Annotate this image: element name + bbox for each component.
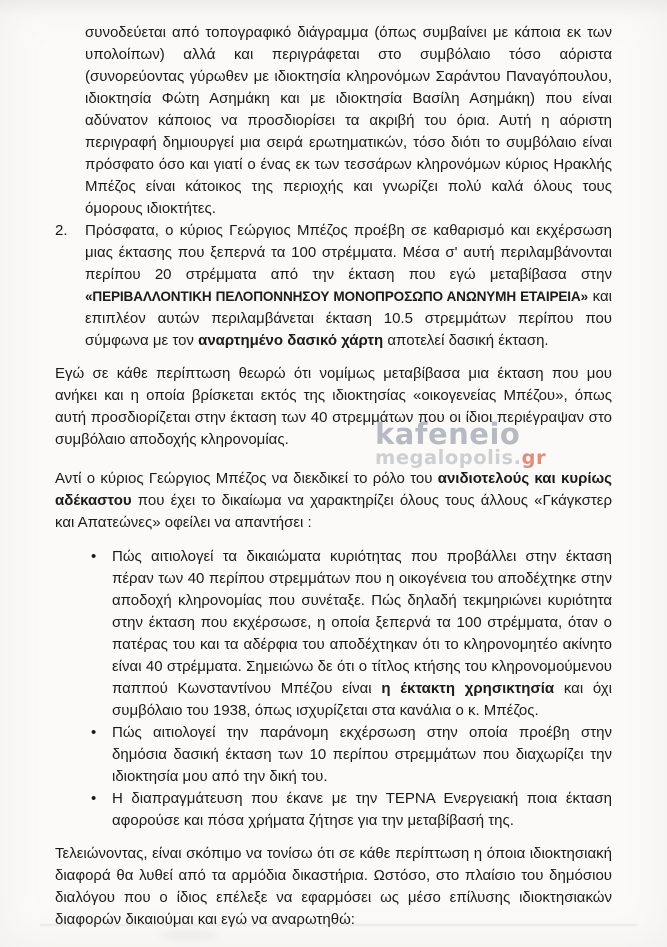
paragraph-ego xyxy=(55,363,612,451)
paragraph-text: Πώς αιτιολογεί τα δικαιώματα κυριότητας που προβάλλει στην έκταση πέραν των 40 περίπου στρεμμάτων που η οικογένεια του αποδέχτηκε στην αποδοχή κληρονομίας που συνέταξε. Πώς δηλαδή τεκμηριώνει κυριότητα στην έκταση που εκχέρσωσε, η οποία ξεπερνά τα 100 στρέμματα, όταν ο πατέρας του και τα αδέρφια του αποδέχτηκαν ότι το κληρονομητέο ακίνητο είναι 40 στρέμματα. Σημειώνω δε ότι ο τίτλος κτήσης του κληρονομούμενου παππού Κωνσταντίνου Μπέζου είναι xyxy=(112,548,612,697)
company-name-bold: «ΠΕΡΙΒΑΛΛΟΝΤΙΚΗ ΠΕΛΟΠΟΝΝΗΣΟΥ ΜΟΝΟΠΡΟΣΩΠΟ ΑΝΩΝΥΜΗ ΕΤΑΙΡΕΙΑ» xyxy=(85,289,589,304)
watermark-site-tld: gr xyxy=(521,446,547,469)
paragraph-text: που έχει το δικαίωμα να χαρακτηρίζει όλους τους άλλους «Γκάγκστερ και Απατεώνες» οφείλει να απαντήσει : xyxy=(55,492,612,531)
paragraph-text: Εγώ σε κάθε περίπτωση θεωρώ ότι νομίμως μεταβίβασα μια έκταση που μου ανήκει και η οποία βρίσκεται εκτός της ιδιοκτησίας «οικογενείας Μπέζου», όπως αυτή προσδιορίζεται στην έκταση των 40 στρεμμάτων που οι ίδιοι περιέγραψαν στο συμβόλαιο αποδοχής κληρονομίας. xyxy=(55,365,612,448)
watermark-line1: kafeneio xyxy=(375,417,521,451)
numbered-item-2 xyxy=(55,220,612,352)
bullet-list xyxy=(90,546,612,832)
paragraph-text: και επιπλέον αυτών περιλαμβάνεται έκταση 10.5 στρεμμάτων περίπου που σύμφωνα με τον xyxy=(85,288,612,349)
list-item xyxy=(90,546,612,722)
paragraph-text: Η διαπραγμάτευση που έκανε με την ΤΕΡΝΑ Ενεργειακή ποια έκταση αφορούσε και πόσα χρήματα ζήτησε για την μεταβίβασή της. xyxy=(112,790,612,829)
watermark-site-name: megalopolis. xyxy=(375,446,522,469)
item-number: 2. xyxy=(55,222,68,239)
list-item xyxy=(90,722,612,788)
paragraph-text: Πρόσφατα, ο κύριος Γεώργιος Μπέζος προέβη σε καθαρισμό και εκχέρσωση μιας έκτασης που ξεπερνά τα 100 στρέμματα. Μέσα σ' αυτή περιλαμβάνονται περίπου 20 στρέμματα από την έκταση που εγώ μεταβίβασα στην xyxy=(85,222,612,283)
paragraph-text: αποτελεί δασική έκταση. xyxy=(383,332,549,349)
paragraph-text: Πώς αιτιολογεί την παράνομη εκχέρσωση στην οποία προέβη στην δημόσια δασική έκταση των 10 περίπου στρεμμάτων που διαχωρίζει την ιδιοκτησία μου από την δική του. xyxy=(112,724,612,785)
bullet-icon: • xyxy=(91,548,97,565)
impartial-bold: ανιδιοτελούς και κυρίως αδέκαστου xyxy=(55,470,612,509)
paragraph-text: και όχι συμβόλαιο του 1938, όπως ισχυρίζεται στα κανάλια ο κ. Μπέζος. xyxy=(112,680,612,719)
forest-map-bold: αναρτημένο δασικό χάρτη xyxy=(198,332,384,349)
paragraph-text: Αντί ο κύριος Γεώργιος Μπέζος να διεκδικεί το ρόλο του xyxy=(55,470,438,487)
usucaption-bold: η έκτακτη χρησικτησία xyxy=(381,680,555,697)
paragraph-closing xyxy=(55,843,612,931)
paragraph-continuation xyxy=(85,22,612,220)
bullet-icon: • xyxy=(91,724,97,741)
paragraph-text: συνοδεύεται από τοπογραφικό διάγραμμα (όπως συμβαίνει με κάποια εκ των υπολοίπων) αλλά και περιγράφεται στο συμβόλαιο τόσο αόριστα (συνορεύοντας γύρωθεν με ιδιοκτησία κληρονόμων Σαράντου Παναγόπουλου, ιδιοκτησία Φώτη Ασημάκη και με ιδιοκτησία Βασίλη Ασημάκη) που είναι αδύνατον κάποιος να προσδιορίσει τα ακριβή του όρια. Αυτή η αόριστη περιγραφή δημιουργεί μια σειρά ερωτηματικών, τόσο διότι το συμβόλαιο είναι πρόσφατο όσο και γιατί ο ένας εκ των τεσσάρων κληρονόμων κύριος Ηρακλής Μπέζος είναι κάτοικος της περιοχής και γνωρίζει πολύ καλά όλους τους όμορους ιδιοκτήτες. xyxy=(85,24,612,217)
numbered-item-2-text xyxy=(85,220,612,352)
list-item xyxy=(90,788,612,832)
paragraph-text: Τελειώνοντας, είναι σκόπιμο να τονίσω ότι σε κάθε περίπτωση η όποια ιδιοκτησιακή διαφορά θα λυθεί από τα αρμόδια δικαστήρια. Ωστόσο, στο πλαίσιο του δημόσιου διαλόγου που ο ίδιος επέλεξε να εφαρμόσει ως μέσο επίλυσης ιδιοκτησιακών διαφορών δικαιούμαι και εγώ να αναρωτηθώ: xyxy=(55,845,612,928)
paragraph-anti xyxy=(55,468,612,534)
bullet-icon: • xyxy=(91,790,97,807)
